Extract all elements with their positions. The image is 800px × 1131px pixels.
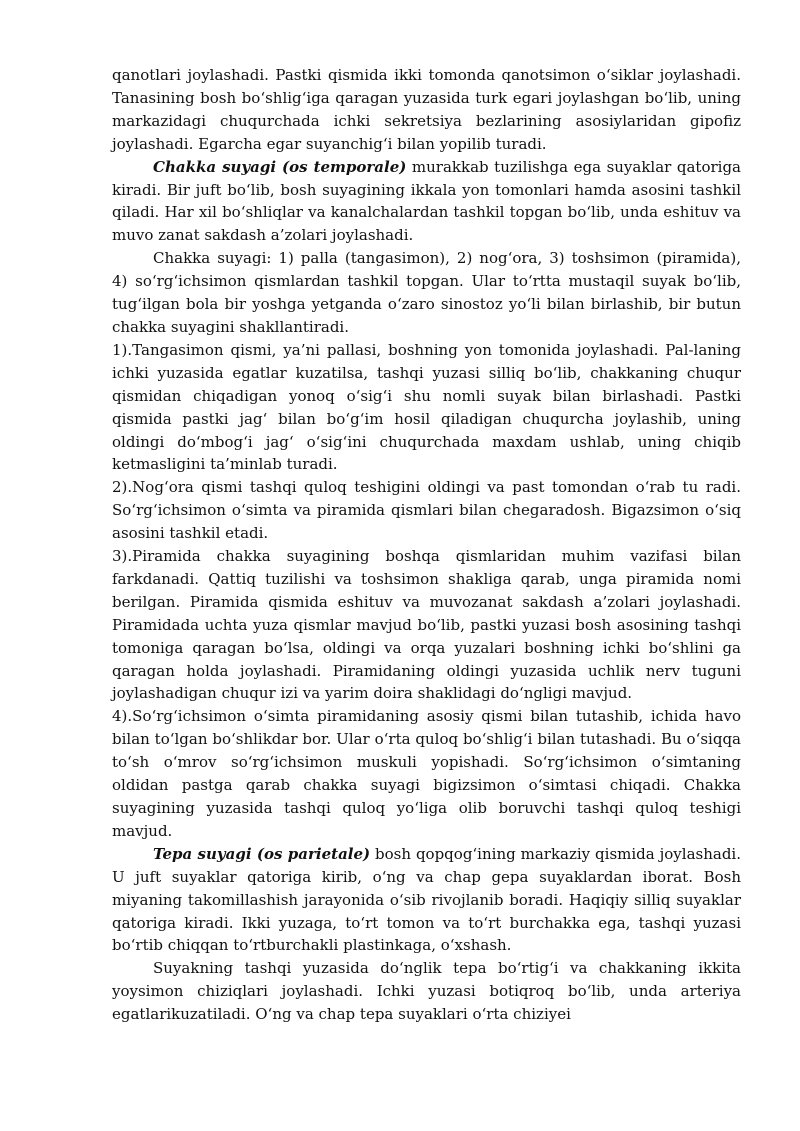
paragraph-text: qanotlari joylashadi. Pastki qismida ikki tomonda qanotsimon o‘siklar joylashadi. Tanasining bosh bo‘shlig‘iga qaragan yuzasida turk egari joylashgan bo‘lib, uning markazidagi chuqurchada ichki sekretsiya bezlarining asosiylaridan gipofiz joylashadi. Egarcha egar suyanchig‘i bilan yopilib turadi.	[112, 66, 741, 153]
paragraph-text: 4).So‘rg‘ichsimon o‘simta piramidaning asosiy qismi bilan tutashib, ichida havo bilan to‘lgan bo‘shlikdar bor. Ular o‘rta quloq bo‘shlig‘i bilan tutashadi. Bu o‘siqqa to‘sh o‘mrov so‘rg‘ichsimon muskuli yopishadi. So‘rg‘ichsimon o‘simtaning oldidan pastga qarab chakka suyagi bigizsimon o‘simtasi chiqadi. Chakka suyagining yuzasida tashqi quloq yo‘liga olib boruvchi tashqi quloq teshigi mavjud.	[112, 707, 741, 840]
paragraph-parietal-bone-surfaces	[112, 957, 741, 1026]
paragraph-text: 3).Piramida chakka suyagining boshqa qismlaridan muhim vazifasi bilan farkdanadi. Qattiq tuzilishi va toshsimon shakliga qarab, unga piramida nomi berilgan. Piramida qismida eshituv va muvozanat sakdash a’zolari joylashadi. Piramidada uchta yuza qismlar mavjud bo‘lib, pastki yuzasi bosh asosining tashqi tomoniga qaragan bo‘lsa, oldingi va orqa yuzalari boshning ichki bo‘shlini ga qaragan holda joylashadi. Piramidaning oldingi yuzasida uchlik nerv tuguni joylashadigan chuqur izi va yarim doira shaklidagi do‘ngligi mavjud.	[112, 547, 741, 703]
paragraph-text: murakkab tuzilishga ega suyaklar qatoriga kiradi. Bir juft bo‘lib, bosh suyagining ikkala yon tomonlari hamda asosini tashkil qiladi. Har xil bo‘shliqlar va kanalchalardan tashkil topgan bo‘lib, unda eshituv va muvo zanat sakdash a’zolari joylashadi.	[112, 157, 741, 245]
paragraph-squamous-part	[112, 339, 741, 476]
paragraph-tympanic-part	[112, 476, 741, 545]
term-temporal-bone: Chakka suyagi (os temporale)	[153, 157, 407, 176]
paragraph-text: bosh qopqog‘ining markaziy qismida joylashadi. U juft suyaklar qatoriga kirib, o‘ng va chap gepa suyaklardan iborat. Bosh miyaning takomillashish jarayonida o‘sib rivojlanib boradi. Haqiqiy silliq suyaklar qatoriga kiradi. Ikki yuzaga, to‘rt tomon va to‘rt burchakka ega, tashqi yuzasi bo‘rtib chiqqan to‘rtburchakli plastinkaga, o‘xshash.	[112, 844, 741, 955]
paragraph-temporal-bone-parts	[112, 247, 741, 339]
paragraph-text: Suyakning tashqi yuzasida do‘nglik tepa bo‘rtig‘i va chakkaning ikkita yoysimon chiziqlari joylashadi. Ichki yuzasi botiqroq bo‘lib, unda arteriya egatlarikuzatiladi. O‘ng va chap tepa suyaklari o‘rta chiziyei	[112, 959, 741, 1024]
paragraph-text: 2).Nog‘ora qismi tashqi quloq teshigini oldingi va past tomondan o‘rab tu radi. So‘rg‘ichsimon o‘simta va piramida qismlari bilan chegaradosh. Bigazsimon o‘siq asosini tashkil etadi.	[112, 478, 741, 543]
paragraph-mastoid-process	[112, 705, 741, 842]
document-page	[112, 64, 741, 1026]
paragraph-sphenoid-body	[112, 64, 741, 156]
paragraph-petrous-part	[112, 545, 741, 705]
paragraph-parietal-bone-intro	[112, 843, 741, 958]
paragraph-text: Chakka suyagi: 1) palla (tangasimon), 2) nog‘ora, 3) toshsimon (piramida), 4) so‘rg‘ichsimon qismlardan tashkil topgan. Ular to‘rtta mustaqil suyak bo‘lib, tug‘ilgan bola bir yoshga yetganda o‘zaro sinostoz yo‘li bilan birlashib, bir butun chakka suyagini shakllantiradi.	[112, 249, 741, 336]
paragraph-text: 1).Tangasimon qismi, ya’ni pallasi, boshning yon tomonida joylashadi. Pal-laning ichki yuzasida egatlar kuzatilsa, tashqi yuzasi silliq bo‘lib, chakkaning chuqur qismidan chiqadigan yonoq o‘sig‘i shu nomli suyak bilan birlashadi. Pastki qismida pastki jag‘ bilan bo‘g‘im hosil qiladigan chuqurcha joylashib, uning oldingi do‘mbog‘i jag‘ o‘sig‘ini chuqurchada maxdam ushlab, uning chiqib ketmasligini ta’minlab turadi.	[112, 340, 741, 474]
term-parietal-bone: Tepa suyagi (os parietale)	[153, 844, 371, 863]
paragraph-temporal-bone-intro	[112, 156, 741, 248]
